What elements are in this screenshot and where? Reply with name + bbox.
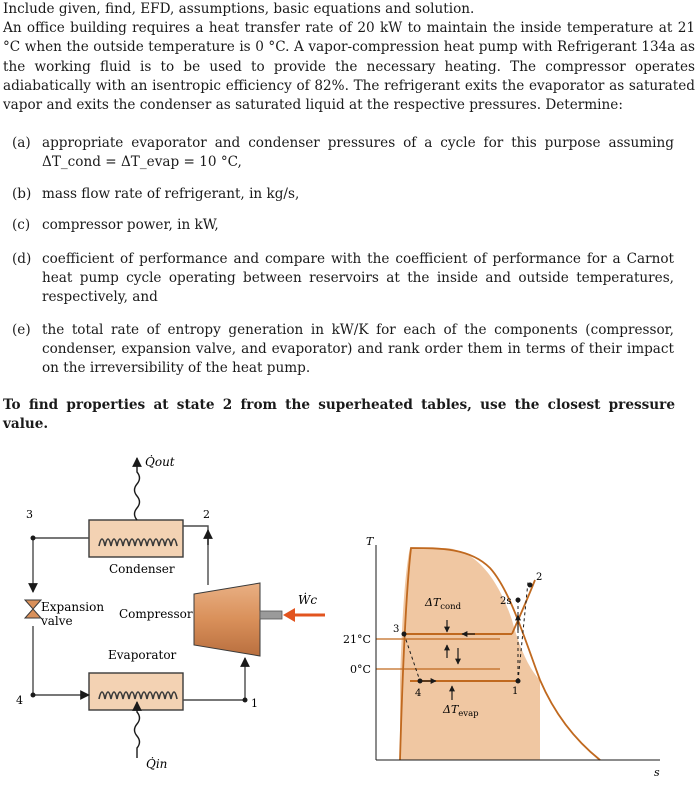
ts-axis-s-label: s	[654, 766, 660, 779]
note-paragraph: To find properties at state 2 from the superheated tables, use the closest pressure value.	[3, 397, 675, 433]
ts-state-3-label: 3	[393, 624, 400, 635]
schematic-state-4: 4	[16, 694, 23, 707]
q-out-label: Q̇out	[145, 455, 175, 469]
problem-paragraph: An office building requires a heat transfer rate of 20 kW to maintain the inside temperature at 21 °C when the outside temperature is 0 °C. A vapor-compression heat pump with Refrigerant 134a as the working fluid is to be used to provide the necessary heating. The compressor operates adiabatically with an isentropic efficiency of 82%. The refrigerant exits the evaporator as saturated vapor and exits the condenser as saturated liquid at the respective pressures. Determine:	[3, 20, 695, 114]
question-label: (d)	[12, 251, 32, 267]
question-text: mass flow rate of refrigerant, in kg/s,	[42, 186, 300, 202]
heat-pump-figure	[0, 440, 698, 804]
schematic-point-4	[31, 693, 36, 698]
ts-temp-21: 21°C	[343, 633, 371, 646]
ts-diagram	[376, 545, 660, 760]
ts-state-1-label: 1	[512, 686, 519, 697]
ts-shaded-region	[400, 548, 543, 760]
work-arrow-head	[283, 608, 295, 622]
work-label: Ẇc	[298, 593, 318, 607]
ts-dt-evap-label: $\Delta T_{evap}$	[443, 703, 479, 719]
schematic-point-1	[243, 698, 248, 703]
question-text: the total rate of entropy generation in kW/K for each of the components (compressor, condenser, expansion valve, and evaporator) and rank order them in terms of their impact on the irreversibility of the heat pump.	[42, 322, 674, 377]
ts-point-4	[418, 679, 423, 684]
question-label: (e)	[12, 322, 31, 338]
q-in-label: Q̇in	[146, 757, 168, 771]
question-label: (a)	[12, 135, 31, 151]
problem-statement	[3, 0, 695, 115]
schematic-point-3	[31, 536, 36, 541]
question-label: (b)	[12, 186, 32, 202]
schematic-state-3: 3	[26, 508, 33, 521]
ts-point-3	[402, 632, 407, 637]
instruction-line: Include given, find, EFD, assumptions, basic equations and solution.	[3, 1, 475, 17]
compressor-body	[194, 583, 260, 656]
pipe-compressor-to-2	[183, 526, 208, 585]
compressor-shaft	[260, 611, 282, 619]
pipe-3-to-valve	[33, 538, 89, 592]
ts-state-2s-label: 2s	[500, 596, 512, 607]
condenser-label: Condenser	[109, 562, 175, 576]
ts-point-1	[516, 679, 521, 684]
question-label: (c)	[12, 217, 31, 233]
ts-point-2	[528, 583, 533, 588]
condenser-box	[89, 520, 183, 557]
pipe-1-to-compressor	[183, 658, 245, 700]
expansion-label-2: valve	[41, 614, 73, 628]
schematic-state-2: 2	[203, 508, 210, 521]
ts-dt-cond-label: $\Delta T_{cond}$	[425, 596, 462, 612]
ts-axis-t-label: T	[366, 535, 374, 548]
ts-point-2s	[516, 598, 521, 603]
ts-state-2-label: 2	[536, 572, 543, 583]
q-out-wave	[135, 458, 140, 520]
evaporator-label: Evaporator	[108, 648, 177, 662]
schematic-state-1: 1	[251, 697, 258, 710]
question-text: coefficient of performance and compare with the coefficient of performance for a Carnot heat pump cycle operating between reservoirs at the inside and outside temperatures, respectively, and	[42, 251, 674, 306]
expansion-label-1: Expansion	[41, 600, 105, 614]
question-text: compressor power, in kW,	[42, 217, 219, 233]
evaporator-box	[89, 673, 183, 710]
ts-temp-0: 0°C	[350, 663, 371, 676]
expansion-valve	[25, 600, 41, 618]
question-text: appropriate evaporator and condenser pressures of a cycle for this purpose assuming ΔT_cond = ΔT_evap = 10 °C,	[42, 135, 674, 171]
ts-state-4-label: 4	[415, 688, 422, 699]
pipe-valve-to-4	[33, 626, 89, 695]
compressor-label: Compressor	[119, 607, 193, 621]
